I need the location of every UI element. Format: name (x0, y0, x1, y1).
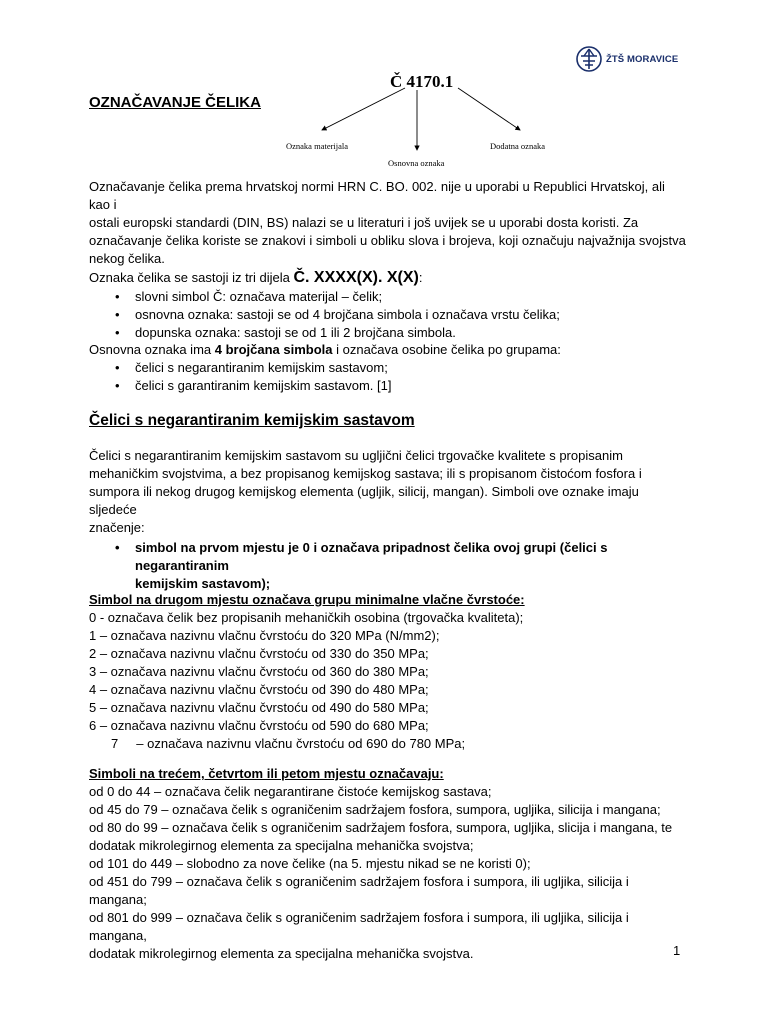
parts-suffix: : (418, 270, 423, 285)
basic-prefix: Osnovna oznaka ima (89, 342, 215, 357)
list-item: od 80 do 99 – označava čelik s ograničenim sadržajem fosfora, sumpora, ugljika, slicija i mangana, te (89, 820, 673, 835)
list-item: • osnovna oznaka: sastoji se od 4 brojčana simbola i označava vrstu čelika; (89, 306, 689, 324)
intro-line: nekog čelika. (89, 251, 165, 266)
parts-list (89, 288, 689, 342)
list-item: 0 - označava čelik bez propisanih mehaničkih osobina (trgovačka kvaliteta); (89, 610, 524, 625)
list-item: 7 – označava nazivnu vlačnu čvrstoću od 690 do 780 MPa; (111, 736, 466, 751)
bullet-line: kemijskim sastavom); (135, 576, 271, 591)
list-item: • čelici s negarantiranim kemijskim sastavom; (89, 359, 689, 377)
page-number: 1 (673, 943, 681, 958)
list-item: 1 – označava nazivnu vlačnu čvrstoću do 320 MPa (N/mm2); (89, 628, 440, 643)
basic-bold: 4 brojčana simbola (214, 342, 333, 357)
diagram-center-label: Osnovna oznaka (388, 158, 445, 168)
section-heading: Čelici s negarantiranim kemijskim sastavom (89, 412, 415, 429)
list-item: 5 – označava nazivnu vlačnu čvrstoću od 490 do 580 MPa; (89, 700, 429, 715)
section-line: značenje: (89, 520, 145, 535)
arrow-left (322, 88, 405, 130)
section-line: Čelici s negarantiranim kemijskim sastavom su ugljični čelici trgovačke kvalitete s propisanim (89, 448, 623, 463)
company-logo (576, 46, 678, 72)
list-item: od 451 do 799 – označava čelik s ograničenim sadržajem fosfora i sumpora, ili ugljika, silicija i mangana; (89, 874, 629, 907)
list-item: 2 – označava nazivnu vlačnu čvrstoću od 330 do 350 MPa; (89, 646, 429, 661)
section-line: mehaničkim svojstvima, a bez propisanog kemijskog sastava; ili s propisanom čistoćom fosfora i (89, 466, 642, 481)
parts-code: Č. XXXX(X). X(X) (293, 269, 419, 286)
parts-line (89, 268, 689, 288)
diagram-code: Č 4170.1 (390, 72, 454, 91)
intro-line: označavanje čelika koriste se znakovi i simboli u obliku slova i brojeva, koji označuju najvažnija svojstva (89, 233, 686, 248)
group-list (89, 359, 689, 395)
list-item: od 0 do 44 – označava čelik negarantirane čistoće kemijskog sastava; (89, 784, 492, 799)
steel-code-diagram (270, 72, 590, 182)
basic-suffix: i označava osobine čelika po grupama: (332, 342, 561, 357)
logo-text: ŽTŠ MORAVICE (606, 53, 679, 65)
bullet-line: simbol na prvom mjestu je 0 i označava pripadnost čelika ovoj grupi (čelici s negarantiranim (135, 540, 608, 573)
intro-line: Označavanje čelika prema hrvatskoj normi HRN C. BO. 002. nije u uporabi u Republici Hrvatskoj, ali kao i (89, 179, 665, 212)
page-title: OZNAČAVANJE ČELIKA (89, 94, 261, 111)
list-item: • dopunska oznaka: sastoji se od 1 ili 2 brojčana simbola. (89, 324, 689, 342)
list-item: dodatak mikrolegirnog elementa za specijalna mehanička svojstva; (89, 838, 474, 853)
diagram-right-label: Dodatna oznaka (490, 141, 545, 151)
list-item (89, 539, 689, 593)
list-item: • slovni simbol Č: označava materijal – čelik; (89, 288, 689, 306)
section-body (89, 447, 689, 537)
basic-line (89, 341, 689, 359)
third-symbol-block (89, 765, 689, 963)
list-item: od 801 do 999 – označava čelik s ograničenim sadržajem fosfora i sumpora, ili ugljika, silicija i mangana, (89, 910, 629, 943)
second-heading: Simbol na drugom mjestu označava grupu minimalne vlačne čvrstoće: (89, 592, 525, 607)
second-symbol-block (89, 591, 689, 753)
arrow-right (458, 88, 520, 130)
symbol-first-bullet (89, 539, 689, 593)
list-item: 4 – označava nazivnu vlačnu čvrstoću od 390 do 480 MPa; (89, 682, 429, 697)
intro-line: ostali europski standardi (DIN, BS) nalazi se u literaturi i još uvijek se u uporabi dosta koristi. Za (89, 215, 639, 230)
diagram-left-label: Oznaka materijala (286, 141, 349, 151)
third-heading: Simboli na trećem, četvrtom ili petom mjestu označavaju: (89, 766, 444, 781)
list-item: od 45 do 79 – označava čelik s ograničenim sadržajem fosfora, sumpora, ugljika, silicija i mangana; (89, 802, 661, 817)
list-item: dodatak mikrolegirnog elementa za specijalna mehanička svojstva. (89, 946, 474, 961)
section-line: sumpora ili nekog drugog kemijskog elementa (ugljik, silicij, mangan). Simboli ove oznake imaju sljedeće (89, 484, 639, 517)
intro-block (89, 178, 689, 342)
list-item: 6 – označava nazivnu vlačnu čvrstoću od 590 do 680 MPa; (89, 718, 429, 733)
list-item: od 101 do 449 – slobodno za nove čelike (na 5. mjestu nikad se ne koristi 0); (89, 856, 531, 871)
basic-block (89, 341, 689, 395)
parts-prefix: Oznaka čelika se sastoji iz tri dijela (89, 270, 294, 285)
logo-emblem-icon (576, 46, 602, 72)
list-item: 3 – označava nazivnu vlačnu čvrstoću od 360 do 380 MPa; (89, 664, 429, 679)
list-item: • čelici s garantiranim kemijskim sastavom. [1] (89, 377, 689, 395)
first-symbol-list (89, 539, 689, 593)
